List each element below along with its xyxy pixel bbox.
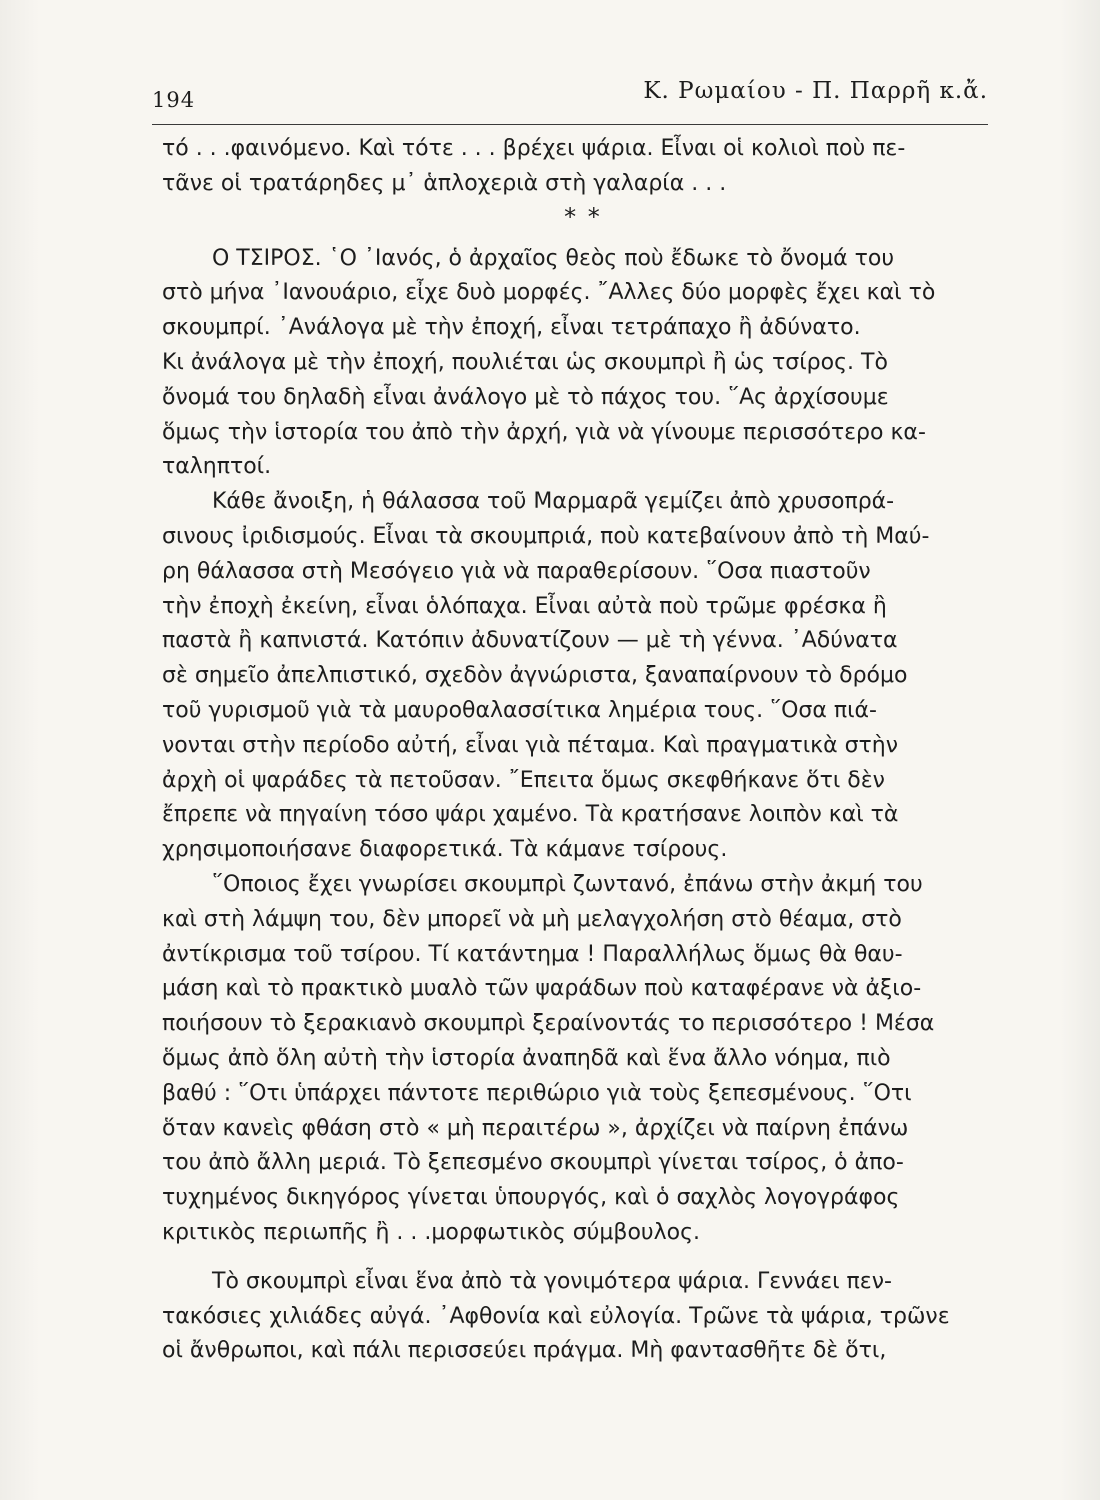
text-line: ρη θάλασσα στὴ Μεσόγειο γιὰ νὰ παραθερίσουν. ῞Οσα πιαστοῦν [162,558,871,584]
text-line: στὸ μήνα ᾽Ιανουάριο, εἶχε δυὸ μορφές. ῎Αλλες δύο μορφὲς ἔχει καὶ τὸ [162,280,936,306]
text-line: σὲ σημεῖο ἀπελπιστικό, σχεδὸν ἀγνώριστα, ξαναπαίρνουν τὸ δρόμο [162,663,908,689]
body-text [162,132,1004,1369]
text-line: τὴν ἐποχὴ ἐκείνη, εἶναι ὁλόπαχα. Εἶναι αὐτὰ ποὺ τρῶμε φρέσκα ἢ [162,593,887,619]
text-line: καὶ στὴ λάμψη του, δὲν μπορεῖ νὰ μὴ μελαγχολήση στὸ θέαμα, στὸ [162,906,902,932]
page-number: 194 [152,88,196,112]
text-line: ποιήσουν τὸ ξερακιανὸ σκουμπρὶ ξεραίνοντάς το περισσότερο ! Μέσα [162,1011,935,1037]
text-line: Τὸ σκουμπρὶ εἶναι ἕνα ἀπὸ τὰ γονιμότερα ψάρια. Γεννάει πεν- [212,1268,892,1294]
text-line: μάση καὶ τὸ πρακτικὸ μυαλὸ τῶν ψαράδων ποὺ καταφέρανε νὰ ἀξιο- [162,976,922,1002]
text-line: ὅταν κανεὶς φθάση στὸ « μὴ περαιτέρω », ἀρχίζει νὰ παίρνη ἐπάνω [162,1115,909,1141]
text-line: κριτικὸς περιωπῆς ἢ . . .μορφωτικὸς σύμβουλος. [162,1219,701,1245]
text-line: του ἀπὸ ἄλλη μεριά. Τὸ ξεπεσμένο σκουμπρὶ γίνεται τσίρος, ὁ ἀπο- [162,1150,904,1176]
text-line: τό . . .φαινόμενο. Καὶ τότε . . . βρέχει ψάρια. Εἶναι οἱ κολιοὶ ποὺ πε- [162,136,906,161]
text-line: χρησιμοποιήσανε διαφορετικά. Τὰ κάμανε τσίρους. [162,837,728,863]
text-line: Κι ἀνάλογα μὲ τὴν ἐποχή, πουλιέται ὡς σκουμπρὶ ἢ ὡς τσίρος. Τὸ [162,349,888,375]
text-line: ὅμως ἀπὸ ὅλη αὐτὴ τὴν ἱστορία ἀναπηδᾶ καὶ ἕνα ἄλλο νόημα, πιὸ [162,1045,891,1071]
text-line: Ο ΤΣΙΡΟΣ. ῾Ο ᾽Ιανός, ὁ ἀρχαῖος θεὸς ποὺ ἔδωκε τὸ ὄνομά του [212,245,895,271]
text-line: Κάθε ἄνοιξη, ἡ θάλασσα τοῦ Μαρμαρᾶ γεμίζει ἀπὸ χρυσοπρά- [212,489,895,515]
text-line: σινους ἰριδισμούς. Εἶναι τὰ σκουμπριά, ποὺ κατεβαίνουν ἀπὸ τὴ Μαύ- [162,523,930,549]
text-line: βαθύ : ῞Οτι ὑπάρχει πάντοτε περιθώριο γιὰ τοὺς ξεπεσμένους. ῞Οτι [162,1080,912,1106]
text-line: τοῦ γυρισμοῦ γιὰ τὰ μαυροθαλασσίτικα λημέρια τους. ῞Οσα πιά- [162,697,877,723]
text-line: ἔπρεπε νὰ πηγαίνη τόσο ψάρι χαμένο. Τὰ κρατήσανε λοιπὸν καὶ τὰ [162,802,899,828]
text-line: τυχημένος δικηγόρος γίνεται ὑπουργός, καὶ ὁ σαχλὸς λογογράφος [162,1185,900,1211]
section-divider: * * [564,202,602,231]
text-line: ῞Οποιος ἔχει γνωρίσει σκουμπρὶ ζωντανό, ἐπάνω στὴν ἀκμή του [212,871,923,897]
text-line: παστὰ ἢ καπνιστά. Κατόπιν ἀδυνατίζουν — μὲ τὴ γέννα. ᾽Αδύνατα [162,628,898,654]
text-line: ἀντίκρισμα τοῦ τσίρου. Τί κατάντημα ! Παραλλήλως ὅμως θὰ θαυ- [162,941,903,967]
page-header [152,72,988,125]
text-line: οἱ ἄνθρωποι, καὶ πάλι περισσεύει πράγμα. Μὴ φαντασθῆτε δὲ ὅτι, [162,1338,887,1364]
paragraph-gap [162,1251,1004,1265]
text-line: ὅμως τὴν ἱστορία του ἀπὸ τὴν ἀρχή, γιὰ νὰ γίνουμε περισσότερο κα- [162,419,926,445]
text-line: σκουμπρί. ᾽Ανάλογα μὲ τὴν ἐποχή, εἶναι τετράπαχο ἢ ἀδύνατο. [162,315,861,341]
text-line: ἀρχὴ οἱ ψαράδες τὰ πετοῦσαν. ῎Επειτα ὅμως σκεφθήκανε ὅτι δὲν [162,767,885,793]
running-head: Κ. Ρωμαίου - Π. Παρρῆ κ.ἄ. [643,78,988,104]
text-line: νονται στὴν περίοδο αὐτή, εἶναι γιὰ πέταμα. Καὶ πραγματικὰ στὴν [162,732,899,758]
text-line: τακόσιες χιλιάδες αὐγά. ᾽Αφθονία καὶ εὐλογία. Τρῶνε τὰ ψάρια, τρῶνε [162,1303,950,1329]
text-line: ὄνομά του δηλαδὴ εἶναι ἀνάλογο μὲ τὸ πάχος του. ῞Ας ἀρχίσουμε [162,384,889,410]
text-line: ταληπτοί. [162,454,272,480]
text-line: τᾶνε οἱ τρατάρηδες μ᾽ ἁπλοχεριὰ στὴ γαλαρία . . . [162,170,727,196]
